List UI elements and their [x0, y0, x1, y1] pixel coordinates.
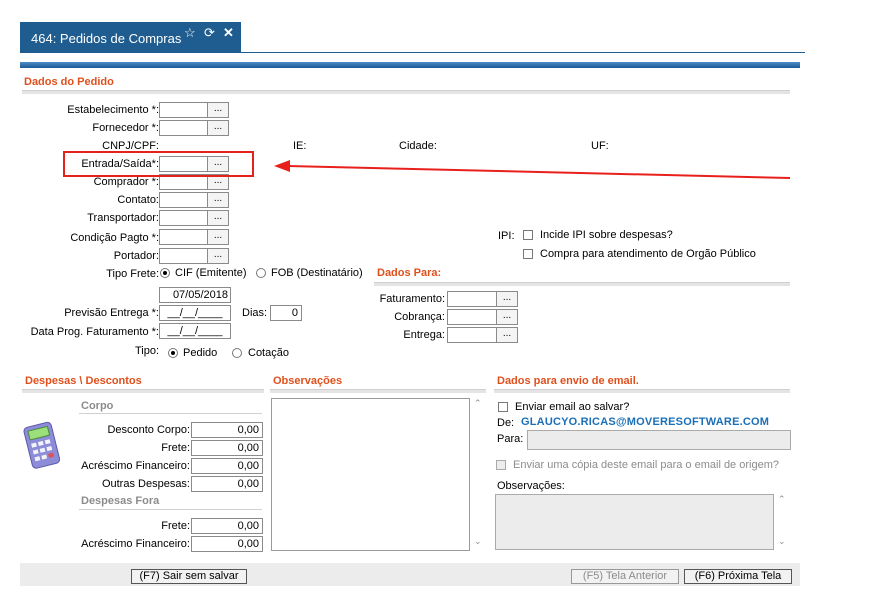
- scroll-up-icon[interactable]: ⌃: [778, 494, 786, 504]
- portador-label: Portador:: [113, 250, 159, 262]
- outras-despesas-input[interactable]: 0,00: [191, 476, 263, 492]
- tela-anterior-button[interactable]: (F5) Tela Anterior: [571, 569, 679, 584]
- previsao-date-input[interactable]: __/__/____: [159, 305, 231, 321]
- contato-input[interactable]: [159, 192, 208, 208]
- enviar-email-checkbox[interactable]: [498, 402, 508, 412]
- cnpj-label: CNPJ/CPF:: [102, 140, 159, 152]
- desconto-corpo-input[interactable]: 0,00: [191, 422, 263, 438]
- frete-fob-radio[interactable]: [256, 268, 266, 278]
- transportador-label: Transportador:: [87, 212, 159, 224]
- section-rule: [374, 282, 790, 286]
- condicao-pagto-label: Condição Pagto *:: [70, 232, 159, 244]
- star-icon[interactable]: ☆: [184, 25, 196, 40]
- incide-ipi-label: Incide IPI sobre despesas?: [540, 229, 673, 241]
- frete-input[interactable]: 0,00: [191, 440, 263, 456]
- calculator-icon: [22, 420, 64, 472]
- cobranca-input[interactable]: [447, 309, 497, 325]
- scroll-down-icon[interactable]: ⌄: [474, 536, 482, 546]
- cobranca-lookup-button[interactable]: ...: [496, 309, 518, 325]
- frete-cif-label: CIF (Emitente): [175, 267, 247, 279]
- tipo-cotacao-radio[interactable]: [232, 348, 242, 358]
- observacoes-scrollbar[interactable]: [472, 398, 486, 551]
- email-de-label: De:: [497, 417, 515, 429]
- pedido-date-field[interactable]: 07/05/2018: [159, 287, 231, 303]
- portador-lookup-button[interactable]: ...: [207, 248, 229, 264]
- email-para-input[interactable]: [527, 430, 791, 450]
- contato-label: Contato:: [117, 194, 159, 206]
- acrescimo-fora-label: Acréscimo Financeiro:: [81, 538, 190, 550]
- tipo-frete-label: Tipo Frete:: [106, 268, 159, 280]
- acrescimo-input[interactable]: 0,00: [191, 458, 263, 474]
- fornecedor-label: Fornecedor *:: [92, 122, 159, 134]
- orgao-publico-checkbox[interactable]: [523, 249, 533, 259]
- entrega-label: Entrega:: [403, 329, 445, 341]
- email-obs-scrollbar[interactable]: [776, 494, 790, 550]
- acrescimo-label: Acréscimo Financeiro:: [81, 460, 190, 472]
- transportador-input[interactable]: [159, 210, 208, 226]
- annotation-highlight-box: [63, 151, 254, 177]
- uf-label: UF:: [591, 140, 609, 152]
- frete-fora-label: Frete:: [161, 520, 190, 532]
- previsao-label: Previsão Entrega *:: [64, 307, 159, 319]
- copia-email-checkbox[interactable]: [496, 460, 506, 470]
- annotation-arrow-icon: [270, 158, 795, 182]
- tipo-pedido-radio[interactable]: [168, 348, 178, 358]
- cidade-label: Cidade:: [399, 140, 437, 152]
- outras-despesas-label: Outras Despesas:: [101, 478, 190, 490]
- contato-lookup-button[interactable]: ...: [207, 192, 229, 208]
- frete-cif-radio[interactable]: [160, 268, 170, 278]
- section-despesas: Despesas \ Descontos: [25, 375, 142, 387]
- email-para-label: Para:: [497, 433, 524, 445]
- header-band: [20, 62, 800, 68]
- section-email: Dados para envio de email.: [497, 375, 639, 387]
- section-rule: [270, 389, 486, 393]
- email-obs-label: Observações:: [497, 480, 565, 492]
- acrescimo-fora-input[interactable]: 0,00: [191, 536, 263, 552]
- email-obs-textarea[interactable]: [495, 494, 774, 550]
- scroll-up-icon[interactable]: ⌃: [474, 398, 482, 408]
- tipo-label: Tipo:: [134, 345, 159, 357]
- frete-fora-input[interactable]: 0,00: [191, 518, 263, 534]
- fornecedor-lookup-button[interactable]: ...: [207, 120, 229, 136]
- tipo-pedido-label: Pedido: [183, 347, 218, 359]
- incide-ipi-checkbox[interactable]: [523, 230, 533, 240]
- sair-sem-salvar-button[interactable]: (F7) Sair sem salvar: [131, 569, 247, 584]
- dias-input[interactable]: 0: [270, 305, 302, 321]
- section-observacoes: Observações: [273, 375, 343, 387]
- entrega-lookup-button[interactable]: ...: [496, 327, 518, 343]
- scroll-down-icon[interactable]: ⌄: [778, 536, 786, 546]
- tipo-cotacao-label: Cotação: [248, 347, 289, 359]
- tab-underline: [20, 52, 805, 53]
- ie-label: IE:: [293, 140, 307, 152]
- divider: [79, 509, 262, 510]
- enviar-email-label: Enviar email ao salvar?: [515, 401, 630, 413]
- corpo-subheader: Corpo: [81, 400, 114, 412]
- faturamento-input[interactable]: [447, 291, 497, 307]
- section-rule: [22, 389, 264, 393]
- section-rule: [22, 90, 790, 94]
- close-icon[interactable]: ✕: [223, 25, 234, 40]
- faturamento-lookup-button[interactable]: ...: [496, 291, 518, 307]
- desconto-corpo-label: Desconto Corpo:: [107, 424, 190, 436]
- section-dados-pedido: Dados do Pedido: [24, 76, 114, 88]
- transportador-lookup-button[interactable]: ...: [207, 210, 229, 226]
- estabelecimento-lookup-button[interactable]: ...: [207, 102, 229, 118]
- entrega-input[interactable]: [447, 327, 497, 343]
- estabelecimento-input[interactable]: [159, 102, 208, 118]
- data-prog-date-input[interactable]: __/__/____: [159, 323, 231, 339]
- refresh-icon[interactable]: ⟳: [204, 25, 215, 40]
- condicao-pagto-input[interactable]: [159, 229, 208, 245]
- section-rule: [494, 389, 790, 393]
- comprador-label: Comprador *:: [93, 176, 159, 188]
- despesas-fora-subheader: Despesas Fora: [81, 495, 160, 507]
- orgao-publico-label: Compra para atendimento de Orgão Público: [540, 248, 756, 260]
- tab-title: 464: Pedidos de Compras: [31, 31, 182, 46]
- divider: [79, 413, 262, 414]
- email-de-value: GLAUCYO.RICAS@MOVERESOFTWARE.COM: [521, 416, 770, 428]
- frete-label: Frete:: [161, 442, 190, 454]
- data-prog-label: Data Prog. Faturamento *:: [30, 326, 159, 338]
- cobranca-label: Cobrança:: [394, 311, 445, 323]
- ipi-label: IPI:: [498, 230, 515, 242]
- proxima-tela-button[interactable]: (F6) Próxima Tela: [684, 569, 792, 584]
- copia-email-label: Enviar uma cópia deste email para o email de origem?: [513, 459, 779, 471]
- fornecedor-input[interactable]: [159, 120, 208, 136]
- comprador-lookup-button[interactable]: ...: [207, 174, 229, 190]
- tab-pedidos-compras[interactable]: [20, 22, 241, 52]
- dias-label: Dias:: [242, 307, 268, 319]
- condicao-pagto-lookup-button[interactable]: ...: [207, 229, 229, 245]
- faturamento-label: Faturamento:: [379, 293, 445, 305]
- frete-fob-label: FOB (Destinatário): [271, 267, 363, 279]
- portador-input[interactable]: [159, 248, 208, 264]
- entrada-saida-lookup-button[interactable]: ...: [207, 156, 229, 172]
- section-dados-para: Dados Para:: [377, 267, 442, 279]
- estabelecimento-label: Estabelecimento *:: [67, 104, 159, 116]
- observacoes-textarea[interactable]: [271, 398, 470, 551]
- entrada-saida-label: Entrada/Saída*:: [81, 158, 159, 170]
